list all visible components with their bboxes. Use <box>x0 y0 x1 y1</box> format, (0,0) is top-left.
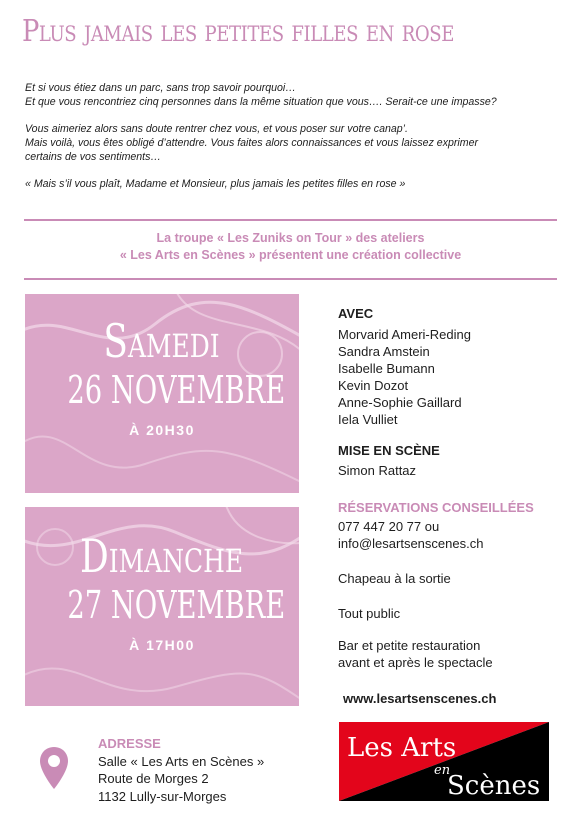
address-line: 1132 Lully-sur-Morges <box>98 788 227 804</box>
reservations-email[interactable]: info@lesartsenscenes.ch <box>338 536 484 551</box>
address-line: Salle « Les Arts en Scènes » <box>98 753 265 769</box>
intro-line: Et que vous rencontriez cinq personnes dans la même situation que vous…. Serait-ce une impasse? <box>25 96 497 108</box>
bar-line: Bar et petite restauration <box>338 638 481 653</box>
divider-bottom <box>24 278 557 280</box>
chapeau-info: Chapeau à la sortie <box>338 571 451 586</box>
troupe-line-1: La troupe « Les Zuniks on Tour » des ateliers <box>156 231 425 245</box>
intro-text <box>25 81 565 204</box>
bar-info <box>338 637 563 671</box>
date-label: 27 NOVEMBRE <box>67 583 286 627</box>
cast-member: Iela Vulliet <box>338 412 398 427</box>
public-info: Tout public <box>338 606 401 621</box>
intro-line: certains de vos sentiments… <box>25 151 162 163</box>
intro-paragraph-1 <box>25 81 565 109</box>
intro-quote: « Mais s’il vous plaît, Madame et Monsieur, plus jamais les petites filles en rose » <box>25 178 406 190</box>
bar-line: avant et après le spectacle <box>338 655 493 670</box>
troupe-presentation <box>24 230 557 264</box>
date-box-saturday <box>25 294 299 493</box>
cast-member: Kevin Dozot <box>338 378 409 393</box>
address-label: ADRESSE <box>98 736 161 751</box>
cast-heading: AVEC <box>338 306 374 321</box>
les-arts-en-scenes-logo <box>339 722 549 801</box>
cast-member: Isabelle Bumann <box>338 361 435 376</box>
divider-top <box>24 219 557 221</box>
reservations-heading: RÉSERVATIONS CONSEILLÉES <box>338 500 534 515</box>
map-pin-icon <box>38 745 70 791</box>
direction-heading: MISE EN SCÈNE <box>338 443 440 458</box>
address-line: Route de Morges 2 <box>98 771 209 786</box>
director-name: Simon Rattaz <box>338 463 417 478</box>
intro-paragraph-2 <box>25 122 565 164</box>
info-column <box>338 305 563 671</box>
cast-member: Morvarid Ameri-Reding <box>338 327 471 342</box>
website-link[interactable]: www.lesartsenscenes.ch <box>343 691 497 706</box>
cast-list <box>338 326 563 428</box>
intro-line: Mais voilà, vous êtes obligé d’attendre. Vous faites alors connaissances et vous laissez exprimer <box>25 137 479 149</box>
reservations-phone: 077 447 20 77 ou <box>338 519 440 534</box>
date-label: 26 NOVEMBRE <box>67 368 286 412</box>
cast-member: Sandra Amstein <box>338 344 430 359</box>
svg-text:en: en <box>434 763 451 778</box>
time-label: À 20H30 <box>129 422 195 438</box>
intro-line: Vous aimeriez alors sans doute rentrer chez vous, et vous poser sur votre canap’. <box>25 123 408 135</box>
svg-text:Les Arts: Les Arts <box>347 733 457 763</box>
time-label: À 17H00 <box>129 637 195 653</box>
day-label: Dimanche <box>80 529 244 583</box>
poster-title: Plus jamais les petites filles en rose <box>22 14 454 49</box>
address-block <box>98 735 264 805</box>
intro-line: Et si vous étiez dans un parc, sans trop savoir pourquoi… <box>25 82 296 94</box>
date-box-sunday <box>25 507 299 706</box>
cast-member: Anne-Sophie Gaillard <box>338 395 462 410</box>
svg-text:Scènes: Scènes <box>447 771 541 801</box>
troupe-line-2: « Les Arts en Scènes » présentent une création collective <box>119 248 462 262</box>
day-label: Samedi <box>103 314 221 368</box>
